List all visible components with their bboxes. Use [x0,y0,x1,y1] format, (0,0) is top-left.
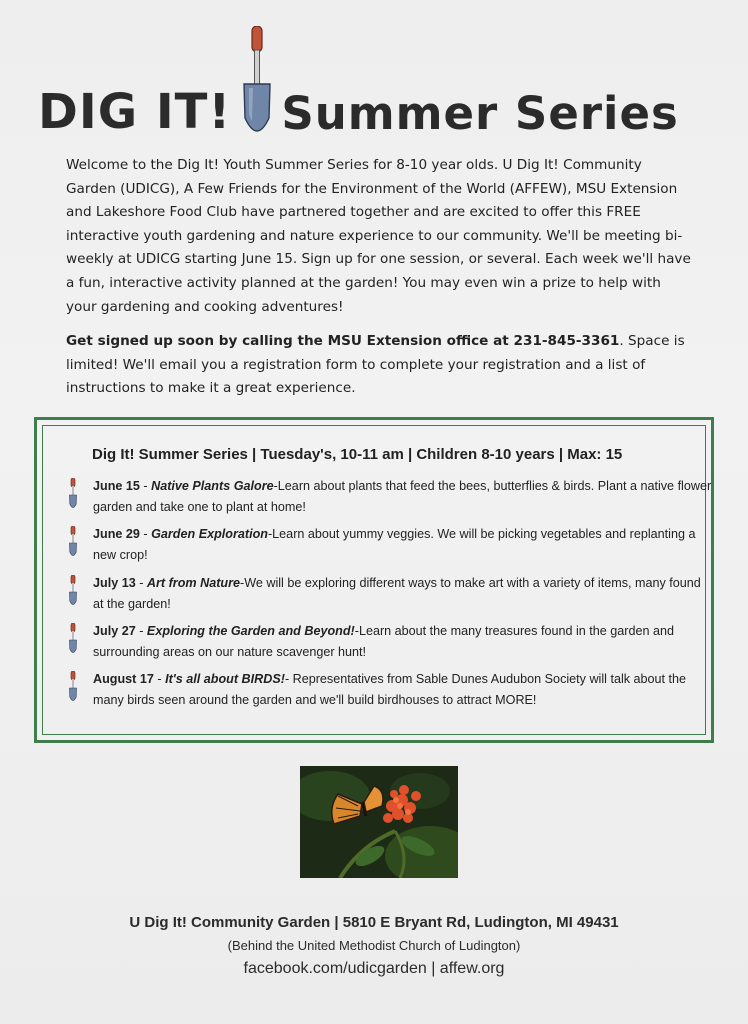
session-text [93,573,713,614]
intro-paragraph: Welcome to the Dig It! Youth Summer Series for 8-10 year olds. U Dig It! Community Garden (UDICG), A Few Friends for the Environment of the World (AFFEW), MSU Extension and Lakeshore Food Club have partnered together and are excited to offer this FREE interactive youth gardening and nature experience to our community. We'll be meeting bi-weekly at UDICG starting June 15. Sign up for one session, or several. Each week we'll have a fun, interactive activity planned at the garden! You may even win a prize to help with your gardening and cooking adventures! [66,157,691,315]
signup-paragraph [66,330,694,401]
session-title: Garden Exploration [151,527,268,541]
shovel-icon [68,478,78,510]
shovel-icon [237,26,277,146]
shovel-icon [68,575,78,607]
session-title: Art from Nature [146,576,240,590]
session-title: Native Plants Galore [151,479,274,493]
schedule-heading: Dig It! Summer Series | Tuesday's, 10-11 am | Children 8-10 years | Max: 15 [92,446,623,463]
session-text [93,669,713,710]
session-text [93,524,713,565]
title-part-1: DIG IT! [38,84,232,140]
flyer-title [38,78,698,140]
session-separator: - [153,672,166,686]
footer-links: facebook.com/udicgarden | affew.org [243,960,505,977]
session-description: -Learn about plants that feed the bees, butterflies & birds. Plant a native flower garden and take one to plant at home! [93,479,712,514]
session-separator: - [135,576,147,590]
session-description: -Learn about yummy veggies. We will be picking vegetables and replanting a new crop! [93,527,696,562]
shovel-icon [68,671,78,703]
session-date: June 29 [93,527,140,541]
session-title: Exploring the Garden and Beyond! [146,624,355,638]
schedule-box [34,417,714,743]
session-description: - Representatives from Sable Dunes Audubon Society will talk about the many birds seen around the garden and we'll build birdhouses to attract MORE! [93,672,687,707]
session-description: -Learn about the many treasures found in the garden and surrounding areas on our nature scavenger hunt! [93,624,675,659]
session-description: -We will be exploring different ways to make art with a variety of items, many found at the garden! [93,576,701,611]
title-part-2: Summer Series [281,87,679,140]
session-text [93,621,713,662]
session-separator: - [135,624,147,638]
shovel-icon [68,623,78,655]
signup-details: . Space is limited! We'll email you a registration form to complete your registration and a list of instructions to make it a great experience. [66,333,685,397]
footer-directions: (Behind the United Methodist Church of Ludington) [227,938,521,953]
session-date: June 15 [93,479,140,493]
signup-phone-callout: Get signed up soon by calling the MSU Extension office at 231-845-3361 [66,333,620,350]
session-separator: - [139,527,152,541]
session-title: It's all about BIRDS! [165,672,285,686]
session-separator: - [139,479,152,493]
shovel-icon [68,526,78,558]
session-text [93,476,713,517]
butterfly-photo [300,766,458,878]
session-date: July 27 [93,624,136,638]
session-date: July 13 [93,576,136,590]
session-date: August 17 [93,672,154,686]
footer-address: U Dig It! Community Garden | 5810 E Bryant Rd, Ludington, MI 49431 [129,914,619,931]
intro-section [66,154,694,412]
